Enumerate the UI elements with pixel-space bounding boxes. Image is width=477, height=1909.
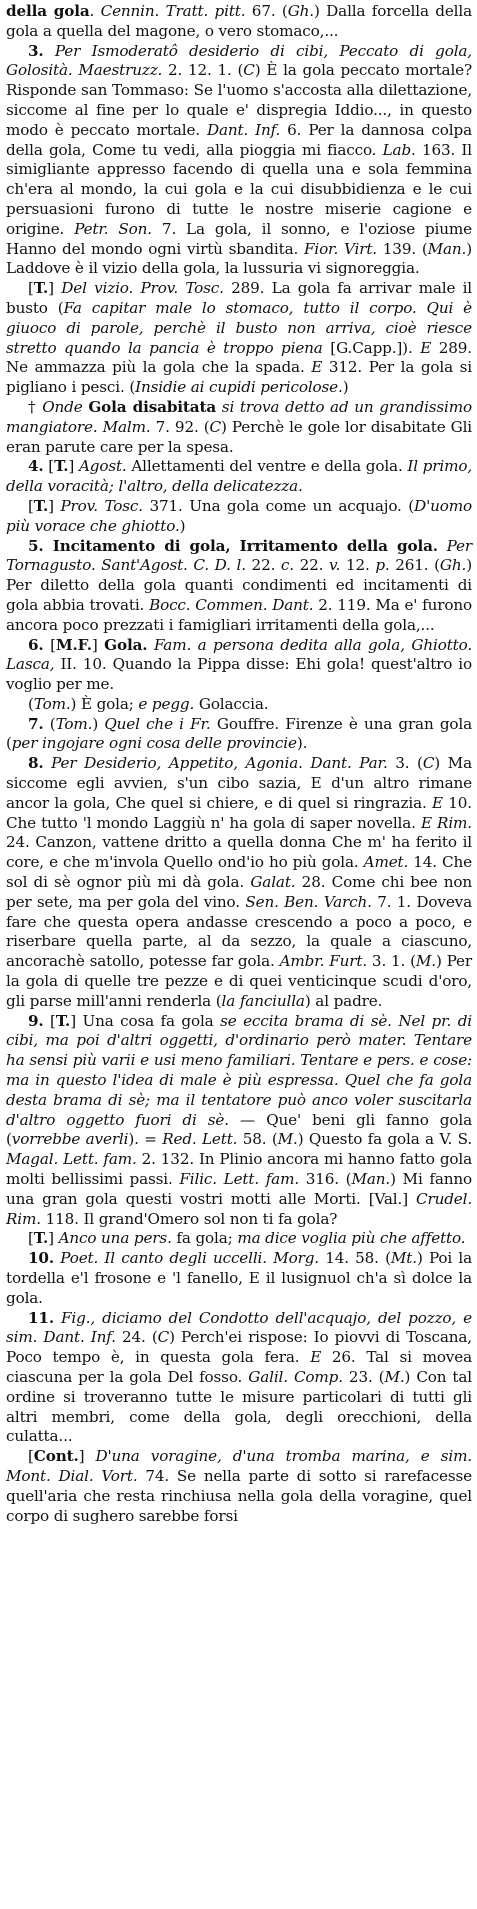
sense-9-anco: [T.] Anco una pers. fa gola; ma dice voglia più che affetto. <box>28 1229 466 1248</box>
sense-6: 6. [M.F.] Gola. Fam. a persona dedita alla gola, Ghiotto. Lasca, II. 10. Quando la Pippa disse: Ehi gola! quest'altro io voglio per me. <box>6 635 473 694</box>
entry-della-gola: della gola. Cennin. Tratt. pitt. 67. (Gh.) Dalla forcella della gola a quella del magone, o vero stomaco,... <box>6 2 472 40</box>
sense-11-cont: [Cont.] D'una voragine, d'una tromba marina, e sim. Mont. Dial. Vort. 74. Se nella parte di sotto si rarefacesse quell'aria che resta rinchiusa nella gola della voragine, quel corpo di sughero sarebbe forsi <box>6 1447 472 1525</box>
sense-8: 8. Per Desiderio, Appetito, Agonia. Dant. Par. 3. (C) Ma siccome egli avvien, s'un cibo sazia, E d'un altro rimane ancor la gola, Che quel si chiere, e di quel si ringrazia. E 10. Che tutto 'l mondo Laggiù n' ha gola di saper novella. E Rim. 24. Canzon, vattene dritto a quella donna Che m' ha ferito il core, e che m'invola Quello ond'io ho più gola. Amet. 14. Che sol di sè ognor più mi dà gola. Galat. 28. Come chi bee non per sete, ma per gola del vino. Sen. Ben. Varch. 7. 1. Doveva fare che questa opera andasse crescendo a poco a poco, e riserbare quella parte, al da sezzo, la quale a ciascuno, ancorachè satollo, potesse far gola. Ambr. Furt. 3. 1. (M.) Per la gola di quelle tre pezze e di quei venticinque scudi d'oro, gli parse mill'anni renderla (la fanciulla) al padre. <box>6 754 472 1010</box>
gola-disabitata: † Onde Gola disabitata si trova detto ad un grandissimo mangiatore. Malm. 7. 92. (C) Perchè le gole lor disabitate Gli eran parute care per la spesa. <box>6 397 473 456</box>
sense-5: 5. Incitamento di gola, Irritamento della gola. Per Tornagusto. Sant'Agost. C. D. l. 22. c. 22. v. 12. p. 261. (Gh.) Per diletto della gola quanti condimenti ed incitamenti di gola abbia trovati. Bocc. Commen. Dant. 2. 119. Ma e' furono ancora poco prezzati i famigliari irritamenti della gola,... <box>6 536 472 634</box>
sense-6-tom: (Tom.) È gola; e pegg. Golaccia. <box>28 694 269 713</box>
sense-11: 11. Fig., diciamo del Condotto dell'acquajo, del pozzo, e sim. Dant. Inf. 24. (C) Perch'ei rispose: Io piovvi di Toscana, Poco tempo è, in questa gola fera. E 26. Tal si movea ciascuna per la gola Del fosso. Galil. Comp. 23. (M.) Con tal ordine si troveranno tutte le misure particolari di tutti gli altri membri, come della gola, degli orecchioni, della culatta... <box>6 1308 472 1446</box>
sense-3: 3. Per Ismoderatô desiderio di cibi, Peccato di gola, Golosità. Maestruzz. 2. 12. 1. (C) È la gola peccato mortale? Risponde san Tommaso: Se l'uomo s'accosta alla dilettazione, siccome al fine per lo quale e' dispregia Iddio..., in questo modo è peccato mortale. Dant. Inf. 6. Per la dannosa colpa della gola, Come tu vedi, alla pioggia mi fiacco. Lab. 163. Il simigliante appresso facendo di quella una e sola femmina ch'era al mondo, la cui gola e la cui disubbidienza e le cui persuasioni furono di tutte le nostre miserie cagione e origine. Petr. Son. 7. La gola, il sonno, e l'oziose piume Hanno del mondo ogni virtù sbandita. Fior. Virt. 139. (Man.) Laddove è il vizio della gola, la lussuria vi signoreggia. <box>6 41 472 278</box>
sense-10: 10. Poet. Il canto degli uccelli. Morg. 14. 58. (Mt.) Poi la tordella e'l frosone e 'l fanello, E il lusignuol ch'a sì dolce la gola. <box>6 1249 472 1307</box>
sense-4: 4. [T.] Agost. Allettamenti del ventre e della gola. Il primo, della voracità; l'altro, della delicatezza. <box>6 457 472 496</box>
sense-7: 7. (Tom.) Quel che i Fr. Gouffre. Firenze è una gran gola (per ingojare ogni cosa delle provincie). <box>6 714 473 753</box>
sense-3-vizio: [T.] Del vizio. Prov. Tosc. 289. La gola fa arrivar male il busto (Fa capitar male lo stomaco, tutto il corpo. Qui è giuoco di parole, perchè il busto non arriva, cioè riesce stretto quando la pancia è troppo piena [G.Capp.]). E 289. Ne ammazza più la gola che la spada. E 312. Per la gola si pigliano i pesci. (Insidie ai cupidi pericolose.) <box>6 279 473 397</box>
sense-9: 9. [T.] Una cosa fa gola se eccita brama di sè. Nel pr. di cibi, ma poi d'altri oggetti, d'ordinario però mater. Tentare ha sensi più varii e usi meno familiari. Tentare e pers. e cose: ma in questo l'idea di male è più espressa. Quel che fa gola desta brama di sè; ma il tentatore può anco voler suscitarla d'altro oggetto fuori di sè. — Que' beni gli fanno gola (vorrebbe averli). = Red. Lett. 58. (M.) Questo fa gola a V. S. Magal. Lett. fam. 2. 132. In Plinio ancora mi hanno fatto gola molti bellissimi passi. Filic. Lett. fam. 316. (Man.) Mi fanno una gran gola questi vostri motti alle Morti. [Val.] Crudel. Rim. 118. Il grand'Omero sol non ti fa gola? <box>6 1011 472 1228</box>
sense-4-prov: [T.] Prov. Tosc. 371. Una gola come un acquajo. (D'uomo più vorace che ghiotto.) <box>6 496 472 535</box>
